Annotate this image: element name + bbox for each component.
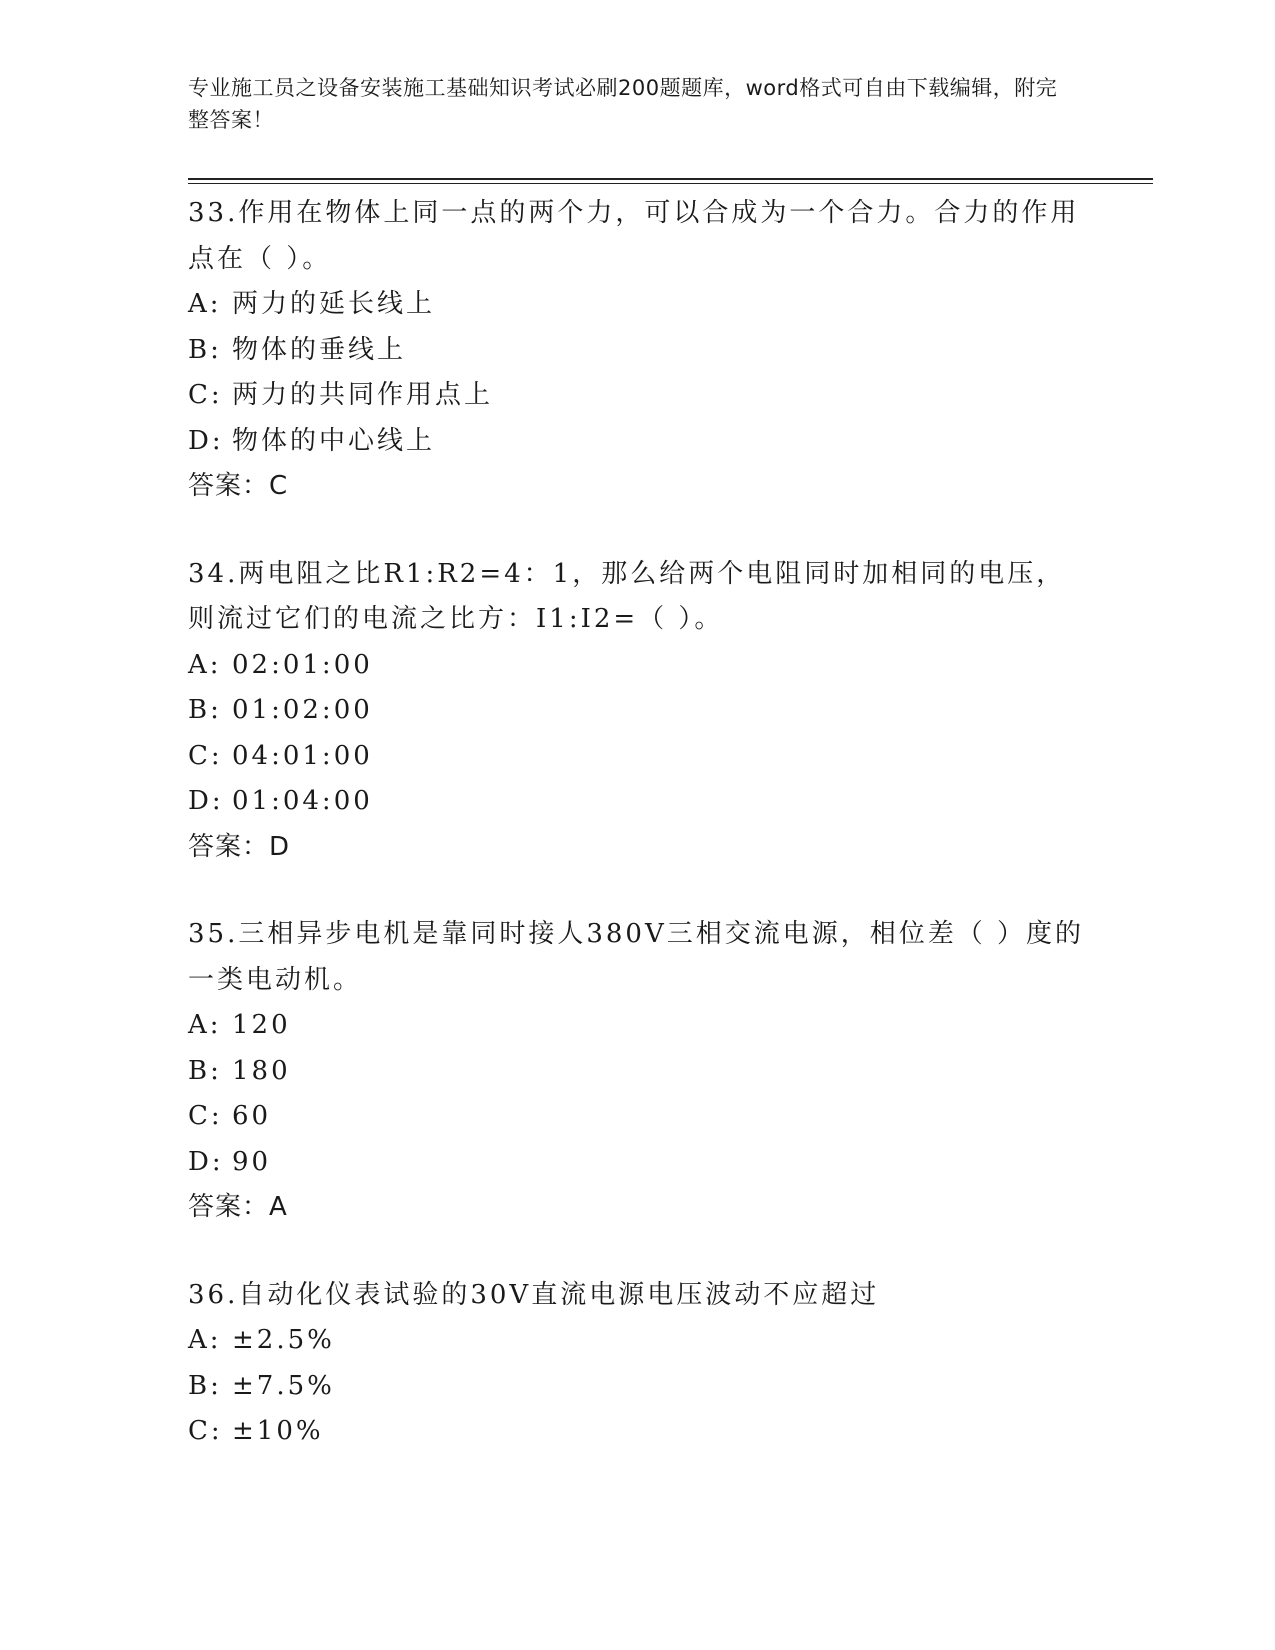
option-c — [188, 1094, 1088, 1140]
option-letter: D: — [188, 786, 224, 816]
option-a — [188, 282, 1088, 328]
option-text: 60 — [232, 1101, 272, 1131]
option-b — [188, 688, 1088, 734]
option-c — [188, 373, 1088, 419]
option-letter: C: — [188, 1101, 223, 1131]
option-text: ±7.5% — [232, 1370, 335, 1401]
question-35 — [188, 912, 1088, 1231]
header-divider-thick — [188, 178, 1153, 180]
answer-line: 答案：A — [188, 1192, 288, 1222]
option-letter: A: — [188, 1010, 222, 1040]
question-stem: 36.自动化仪表试验的30V直流电源电压波动不应超过 — [188, 1279, 880, 1310]
question-33 — [188, 191, 1088, 510]
option-text: 物体的垂线上 — [232, 334, 407, 365]
option-c — [188, 1409, 1088, 1455]
option-text: ±10% — [232, 1416, 324, 1446]
header-divider-thin — [188, 183, 1153, 184]
option-text: 两力的延长线上 — [232, 289, 436, 319]
option-letter: C: — [188, 380, 223, 410]
option-a — [188, 1003, 1088, 1049]
option-text: 两力的共同作用点上 — [232, 380, 494, 410]
option-d — [188, 1140, 1088, 1186]
option-b — [188, 1049, 1088, 1095]
document-header: 专业施工员之设备安装施工基础知识考试必刷200题题库，word格式可自由下载编辑，附完整答案！ — [188, 76, 1058, 132]
question-list — [188, 191, 1088, 1497]
option-letter: B: — [188, 1055, 222, 1086]
answer-line: 答案：D — [188, 831, 291, 862]
option-a — [188, 1318, 1088, 1364]
option-letter: A: — [188, 289, 222, 319]
option-letter: B: — [188, 1370, 222, 1401]
option-text: 180 — [232, 1055, 291, 1086]
option-letter: C: — [188, 740, 223, 771]
option-letter: A: — [188, 649, 222, 680]
option-a — [188, 643, 1088, 689]
option-text: 02:01:00 — [232, 649, 373, 680]
option-letter: B: — [188, 695, 222, 725]
answer-line: 答案：C — [188, 471, 289, 501]
option-text: 90 — [232, 1146, 272, 1177]
question-stem: 35.三相异步电机是靠同时接人380V三相交流电源，相位差（ ）度的一类电动机。 — [188, 919, 1085, 995]
option-letter: D: — [188, 425, 224, 456]
option-letter: C: — [188, 1416, 223, 1446]
question-stem: 33.作用在物体上同一点的两个力，可以合成为一个合力。合力的作用点在（ ）。 — [188, 198, 1080, 274]
option-text: 01:04:00 — [232, 786, 373, 816]
option-d — [188, 779, 1088, 825]
option-d — [188, 419, 1088, 465]
option-text: 04:01:00 — [232, 740, 373, 771]
option-text: 120 — [232, 1010, 291, 1040]
option-b — [188, 328, 1088, 374]
option-letter: A: — [188, 1325, 222, 1355]
option-text: 01:02:00 — [232, 695, 373, 725]
option-text: ±2.5% — [232, 1325, 335, 1355]
option-letter: D: — [188, 1146, 224, 1177]
option-letter: B: — [188, 334, 222, 365]
option-c — [188, 734, 1088, 780]
question-34 — [188, 552, 1088, 871]
question-stem: 34.两电阻之比R1:R2=4：1，那么给两个电阻同时加相同的电压，则流过它们的电流之比方：I1:I2=（ ）。 — [188, 558, 1066, 634]
option-text: 物体的中心线上 — [232, 425, 436, 456]
question-36 — [188, 1273, 1088, 1455]
option-b — [188, 1364, 1088, 1410]
